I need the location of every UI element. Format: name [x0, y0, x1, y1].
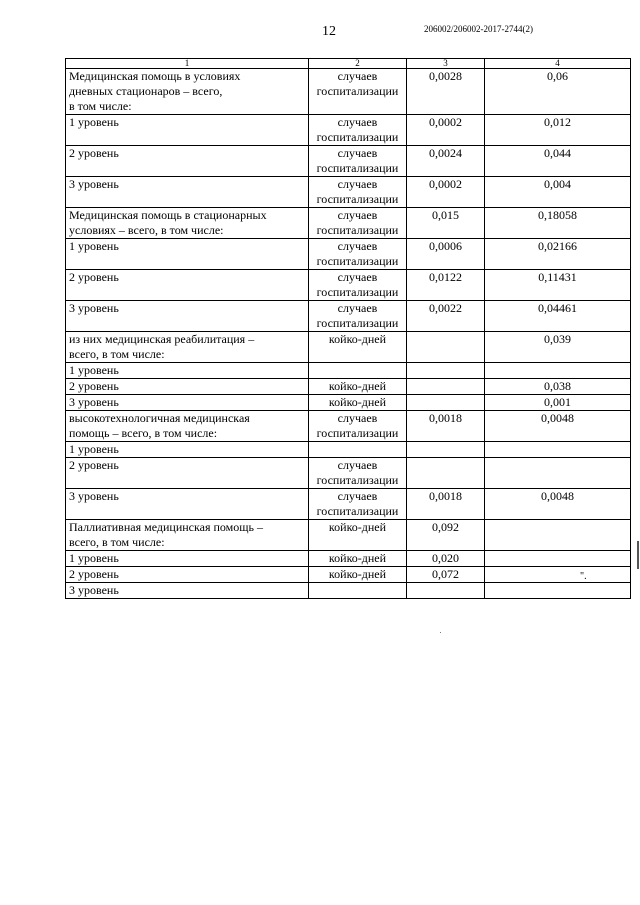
unit-cell: случаев госпитализации — [309, 489, 407, 520]
value-col3: 0,0002 — [407, 177, 485, 208]
table-row — [66, 458, 631, 489]
unit-cell: койко-дней — [309, 520, 407, 551]
row-label: 3 уровень — [66, 301, 309, 332]
table-row — [66, 551, 631, 567]
table-row — [66, 411, 631, 442]
unit-cell: случаев госпитализации — [309, 208, 407, 239]
value-col4: 0,18058 — [485, 208, 631, 239]
value-col3 — [407, 379, 485, 395]
value-col4 — [485, 458, 631, 489]
value-col3: 0,020 — [407, 551, 485, 567]
document-id: 206002/206002-2017-2744(2) — [424, 24, 533, 34]
unit-cell: случаев госпитализации — [309, 411, 407, 442]
row-label: 1 уровень — [66, 115, 309, 146]
row-label: 1 уровень — [66, 442, 309, 458]
value-col3: 0,0018 — [407, 489, 485, 520]
unit-cell: случаев госпитализации — [309, 458, 407, 489]
unit-cell: койко-дней — [309, 379, 407, 395]
value-col4: 0,039 — [485, 332, 631, 363]
scan-artifact — [637, 541, 639, 569]
table-row — [66, 520, 631, 551]
value-col3 — [407, 583, 485, 599]
value-col3: 0,0002 — [407, 115, 485, 146]
table-row — [66, 583, 631, 599]
table-row — [66, 177, 631, 208]
unit-cell: койко-дней — [309, 567, 407, 583]
value-col4: 0,0048 — [485, 489, 631, 520]
unit-cell: случаев госпитализации — [309, 270, 407, 301]
column-header: 1 — [66, 59, 309, 69]
column-header: 4 — [485, 59, 631, 69]
value-col4: 0,004 — [485, 177, 631, 208]
row-label: 2 уровень — [66, 270, 309, 301]
unit-cell: случаев госпитализации — [309, 239, 407, 270]
row-label: Медицинская помощь в стационарных условиях – всего, в том числе: — [66, 208, 309, 239]
value-col4: 0,02166 — [485, 239, 631, 270]
data-table — [65, 58, 631, 599]
column-header: 2 — [309, 59, 407, 69]
table-header-row — [66, 59, 631, 69]
value-col3: 0,0122 — [407, 270, 485, 301]
value-col4: 0,001 — [485, 395, 631, 411]
table-row — [66, 363, 631, 379]
value-col3: 0,015 — [407, 208, 485, 239]
unit-cell: случаев госпитализации — [309, 115, 407, 146]
table-row — [66, 270, 631, 301]
value-col3: 0,0018 — [407, 411, 485, 442]
value-col3: 0,092 — [407, 520, 485, 551]
value-col3 — [407, 442, 485, 458]
row-label: высокотехнологичная медицинская помощь – всего, в том числе: — [66, 411, 309, 442]
row-label: 3 уровень — [66, 489, 309, 520]
closing-quote-mark: ". — [580, 571, 587, 582]
value-col4: 0,044 — [485, 146, 631, 177]
table-body — [66, 59, 631, 599]
value-col4 — [485, 583, 631, 599]
value-col3: 0,0028 — [407, 69, 485, 115]
unit-cell: случаев госпитализации — [309, 69, 407, 115]
scan-artifact — [440, 632, 441, 633]
value-col3: 0,0006 — [407, 239, 485, 270]
row-label: 3 уровень — [66, 177, 309, 208]
unit-cell: койко-дней — [309, 551, 407, 567]
unit-cell — [309, 583, 407, 599]
table-row — [66, 301, 631, 332]
unit-cell: койко-дней — [309, 332, 407, 363]
unit-cell: случаев госпитализации — [309, 177, 407, 208]
value-col4: 0,038 — [485, 379, 631, 395]
table-row — [66, 379, 631, 395]
row-label: Паллиативная медицинская помощь – всего, в том числе: — [66, 520, 309, 551]
value-col4: 0,0048 — [485, 411, 631, 442]
row-label: из них медицинская реабилитация – всего, в том числе: — [66, 332, 309, 363]
table-row — [66, 395, 631, 411]
value-col3: 0,072 — [407, 567, 485, 583]
value-col4 — [485, 363, 631, 379]
value-col4: 0,04461 — [485, 301, 631, 332]
table-row — [66, 69, 631, 115]
table-row — [66, 567, 631, 583]
value-col3 — [407, 363, 485, 379]
row-label: Медицинская помощь в условиях дневных стационаров – всего, в том числе: — [66, 69, 309, 115]
table-row — [66, 146, 631, 177]
row-label: 2 уровень — [66, 379, 309, 395]
table-row — [66, 239, 631, 270]
table-row — [66, 332, 631, 363]
row-label: 2 уровень — [66, 567, 309, 583]
value-col4 — [485, 442, 631, 458]
unit-cell — [309, 442, 407, 458]
row-label: 1 уровень — [66, 551, 309, 567]
table-row — [66, 489, 631, 520]
unit-cell — [309, 363, 407, 379]
row-label: 2 уровень — [66, 458, 309, 489]
row-label: 1 уровень — [66, 363, 309, 379]
row-label: 3 уровень — [66, 395, 309, 411]
column-header: 3 — [407, 59, 485, 69]
value-col4: 0,11431 — [485, 270, 631, 301]
unit-cell: случаев госпитализации — [309, 301, 407, 332]
value-col3 — [407, 332, 485, 363]
table-row — [66, 115, 631, 146]
value-col4: 0,06 — [485, 69, 631, 115]
row-label: 2 уровень — [66, 146, 309, 177]
page-number: 12 — [322, 24, 336, 39]
row-label: 1 уровень — [66, 239, 309, 270]
value-col3: 0,0022 — [407, 301, 485, 332]
row-label: 3 уровень — [66, 583, 309, 599]
unit-cell: случаев госпитализации — [309, 146, 407, 177]
value-col4 — [485, 551, 631, 567]
table-row — [66, 442, 631, 458]
value-col4: 0,012 — [485, 115, 631, 146]
value-col3: 0,0024 — [407, 146, 485, 177]
unit-cell: койко-дней — [309, 395, 407, 411]
value-col3 — [407, 395, 485, 411]
value-col3 — [407, 458, 485, 489]
value-col4 — [485, 520, 631, 551]
table-row — [66, 208, 631, 239]
value-col4 — [485, 567, 631, 583]
